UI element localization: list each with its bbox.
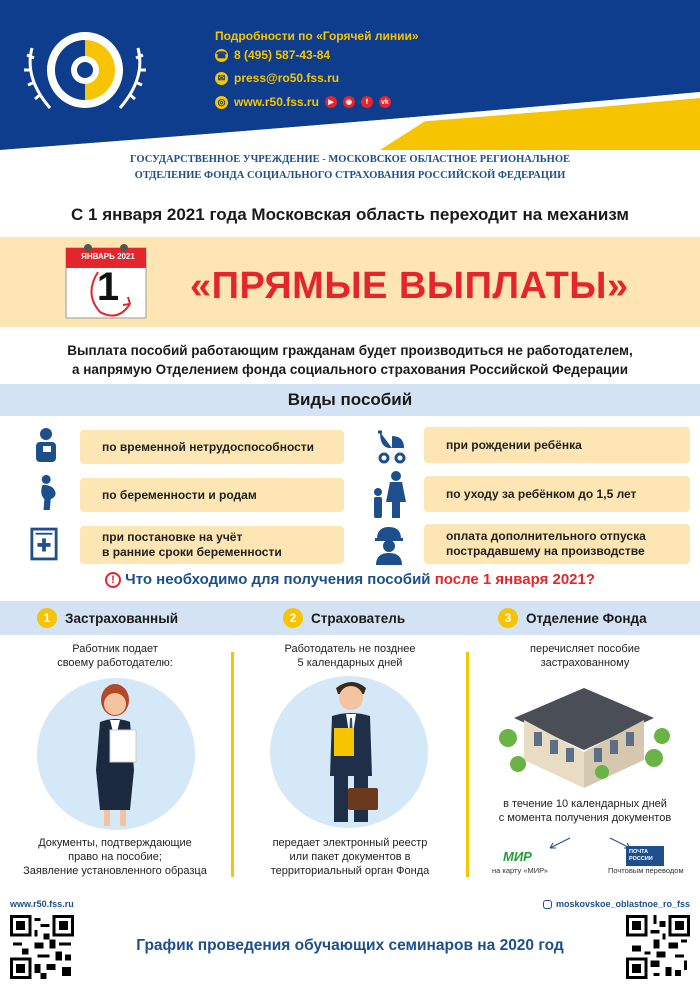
- parent-child-icon: [370, 470, 410, 518]
- worker-helmet-icon: [372, 525, 406, 565]
- instagram-icon: [543, 900, 552, 909]
- direct-payments-title: «ПРЯМЫЕ ВЫПЛАТЫ»: [190, 265, 629, 307]
- headline: С 1 января 2021 года Московская область переходит на механизм: [71, 205, 629, 224]
- benefit-childbirth: при рождении ребёнка: [424, 427, 690, 463]
- youtube-icon[interactable]: ▶: [325, 96, 337, 108]
- subtitle-line-1: Выплата пособий работающим гражданам будет производиться не работодателем,: [67, 343, 633, 358]
- seminar-schedule-title[interactable]: График проведения обучающих семинаров на 2020 год: [136, 937, 564, 954]
- employer-man-illustration: [312, 676, 392, 828]
- medical-document-icon: [30, 526, 58, 562]
- org-line-2: ОТДЕЛЕНИЕ ФОНДА СОЦИАЛЬНОГО СТРАХОВАНИЯ РОССИЙСКОЙ ФЕДЕРАЦИИ: [134, 170, 566, 181]
- email-icon: ✉: [215, 72, 228, 85]
- pregnant-woman-icon: [34, 474, 62, 510]
- benefit-early-registration: при постановке на учёт в ранние сроки беременности: [80, 526, 344, 564]
- column-divider-1: [231, 652, 234, 877]
- phone-number[interactable]: 8 (495) 587-43-84: [234, 48, 331, 62]
- benefits-title: Виды пособий: [0, 384, 700, 416]
- mir-caption: на карту «МИР»: [492, 866, 548, 875]
- step-3-top-text: перечисляет пособие застрахованному: [530, 643, 640, 669]
- step-2-top-text: Работодатель не позднее 5 календарных дней: [284, 643, 416, 669]
- email-row: [215, 71, 339, 85]
- calendar-day: 1: [96, 265, 120, 309]
- question-line: ! Что необходимо для получения пособий после 1 января 2021?: [0, 571, 700, 588]
- fss-logo: [10, 8, 160, 138]
- sick-person-icon: [32, 427, 60, 463]
- benefit-injury-leave: оплата дополнительного отпуска пострадавшему на производстве: [424, 524, 690, 564]
- header-banner: [0, 0, 700, 150]
- employee-woman-illustration: [80, 680, 150, 830]
- phone-icon: ☎: [215, 49, 228, 60]
- benefit-temporary-disability: по временной нетрудоспособности: [80, 430, 344, 464]
- phone-row: [215, 48, 330, 62]
- benefit-childcare: по уходу за ребёнком до 1,5 лет: [424, 476, 690, 512]
- globe-icon: ◎: [215, 96, 228, 109]
- step-1-top-text: Работник подает своему работодателю:: [57, 643, 173, 669]
- benefit-pregnancy: по беременности и родам: [80, 478, 344, 512]
- website-link[interactable]: www.r50.fss.ru: [234, 95, 319, 109]
- footer-website[interactable]: www.r50.fss.ru: [10, 899, 74, 909]
- step-1-bottom-text: Документы, подтверждающие право на пособие; Заявление установленного образца: [23, 837, 207, 877]
- baby-stroller-icon: [374, 428, 408, 464]
- footer-instagram[interactable]: moskovskoe_oblastnoe_ro_fss: [543, 899, 690, 909]
- step-1-header: 1 Застрахованный: [37, 608, 178, 628]
- vk-icon[interactable]: vk: [379, 96, 391, 108]
- website-row: [215, 95, 391, 109]
- calendar-month: ЯНВАРЬ 2021: [81, 252, 135, 261]
- fund-building-illustration: [494, 668, 674, 790]
- post-caption: Почтовым переводом: [608, 866, 684, 875]
- step-3-bottom-text: в течение 10 календарных дней с момента получения документов: [498, 798, 672, 824]
- hotline-label: Подробности по «Горячей линии»: [215, 29, 419, 43]
- subtitle-line-2: а напрямую Отделением фонда социального страхования Российской Федерации: [72, 362, 628, 377]
- facebook-icon[interactable]: f: [361, 96, 373, 108]
- email-link[interactable]: press@ro50.fss.ru: [234, 71, 340, 85]
- org-line-1: ГОСУДАРСТВЕННОЕ УЧРЕЖДЕНИЕ - МОСКОВСКОЕ ОБЛАСТНОЕ РЕГИОНАЛЬНОЕ: [129, 154, 570, 165]
- mir-logo: МИР: [503, 849, 532, 864]
- column-divider-2: [466, 652, 469, 877]
- step-2-bottom-text: передает электронный реестр или пакет документов в территориальный орган Фонда: [270, 837, 430, 877]
- russian-post-logo: ПОЧТА РОССИИ: [626, 846, 664, 866]
- instagram-icon[interactable]: ◉: [343, 96, 355, 108]
- exclamation-icon: !: [105, 572, 121, 588]
- step-2-header: 2 Страхователь: [283, 608, 405, 628]
- step-3-header: 3 Отделение Фонда: [498, 608, 647, 628]
